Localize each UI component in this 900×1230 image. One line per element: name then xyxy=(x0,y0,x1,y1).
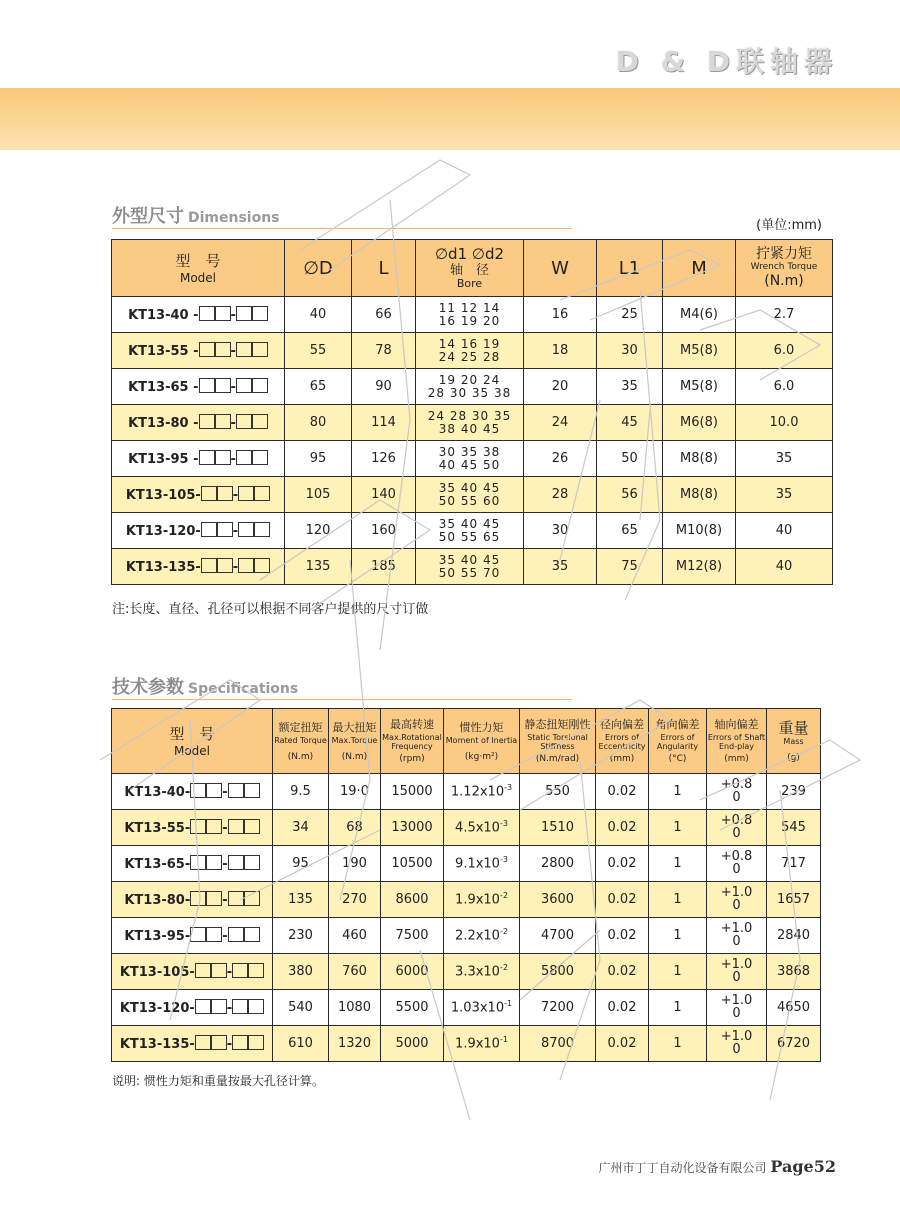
dim-model-cell: KT13-55 - - xyxy=(112,333,285,369)
model-option-box xyxy=(238,558,254,573)
dim-bore-cell: 35 40 45 50 55 65 xyxy=(416,513,524,549)
dimensions-row xyxy=(112,549,833,585)
dim-l-cell: 114 xyxy=(352,405,416,441)
spec-speed-cell: 5500 xyxy=(381,990,444,1026)
model-option-box xyxy=(199,306,215,321)
model-option-box xyxy=(252,414,268,429)
spec-rated-cell: 34 xyxy=(273,810,329,846)
dim-torque-cell: 40 xyxy=(736,549,833,585)
model-option-box xyxy=(254,486,270,501)
dim-model-cell: KT13-135- - xyxy=(112,549,285,585)
spec-mass-cell: 3868 xyxy=(767,954,821,990)
dim-bore-cell: 19 20 24 28 30 35 38 xyxy=(416,369,524,405)
model-option-box xyxy=(215,342,231,357)
model-option-box xyxy=(238,522,254,537)
dim-m-cell: M8(8) xyxy=(663,441,736,477)
model-option-box xyxy=(236,342,252,357)
spec-rated-cell: 135 xyxy=(273,882,329,918)
spec-header-eccentricity: 径向偏差 Errors of Eccentricity (mm) xyxy=(596,709,649,774)
spec-angularity-cell: 1 xyxy=(649,1026,707,1062)
spec-rated-cell: 540 xyxy=(273,990,329,1026)
model-option-box xyxy=(244,855,260,870)
dim-w-cell: 16 xyxy=(524,297,597,333)
spec-rated-cell: 95 xyxy=(273,846,329,882)
model-option-box xyxy=(217,486,233,501)
spec-endplay-cell: +0.8 0 xyxy=(707,846,767,882)
specifications-row xyxy=(112,846,821,882)
dim-bore-cell: 24 28 30 35 38 40 45 xyxy=(416,405,524,441)
model-option-box xyxy=(252,306,268,321)
model-option-box xyxy=(199,414,215,429)
dim-d-cell: 55 xyxy=(285,333,352,369)
spec-eccentricity-cell: 0.02 xyxy=(596,846,649,882)
spec-stiffness-cell: 1510 xyxy=(520,810,596,846)
brand-title: D & D联轴器 xyxy=(615,45,838,78)
model-option-box xyxy=(248,1035,264,1050)
spec-speed-cell: 8600 xyxy=(381,882,444,918)
model-option-box xyxy=(195,963,211,978)
spec-header-rated: 额定扭矩 Rated Torque (N.m) xyxy=(273,709,329,774)
model-option-box xyxy=(206,855,222,870)
spec-inertia-cell: $1.03x10^{-1}$ xyxy=(444,990,520,1026)
footer-company: 广州市丁丁自动化设备有限公司 xyxy=(598,1161,767,1175)
spec-model-cell: KT13-55- - xyxy=(112,810,273,846)
spec-eccentricity-cell: 0.02 xyxy=(596,810,649,846)
spec-endplay-cell: +1.0 0 xyxy=(707,990,767,1026)
model-option-box xyxy=(190,783,206,798)
model-option-box xyxy=(190,927,206,942)
dim-model-cell: KT13-95 - - xyxy=(112,441,285,477)
spec-eccentricity-cell: 0.02 xyxy=(596,990,649,1026)
spec-speed-cell: 10500 xyxy=(381,846,444,882)
model-option-box xyxy=(201,522,217,537)
model-option-box xyxy=(217,558,233,573)
dimensions-row xyxy=(112,297,833,333)
page-footer xyxy=(599,1157,836,1176)
specifications-title-cn: 技术参数 xyxy=(112,677,184,698)
dim-header-torque-en: Wrench Torque xyxy=(750,262,818,272)
dim-l-cell: 140 xyxy=(352,477,416,513)
model-option-box xyxy=(236,414,252,429)
specifications-row xyxy=(112,954,821,990)
spec-model-cell: KT13-80- - xyxy=(112,882,273,918)
dim-bore-cell: 35 40 45 50 55 60 xyxy=(416,477,524,513)
dim-w-cell: 24 xyxy=(524,405,597,441)
dimensions-unit: (单位:mm) xyxy=(756,218,822,233)
dim-l1-cell: 30 xyxy=(597,333,663,369)
dim-m-cell: M10(8) xyxy=(663,513,736,549)
spec-header-inertia: 惯性力矩 Moment of Inertia (kg·m²) xyxy=(444,709,520,774)
spec-stiffness-cell: 7200 xyxy=(520,990,596,1026)
spec-speed-cell: 13000 xyxy=(381,810,444,846)
dim-bore-cell: 30 35 38 40 45 50 xyxy=(416,441,524,477)
dim-model-cell: KT13-65 - - xyxy=(112,369,285,405)
dim-torque-cell: 35 xyxy=(736,477,833,513)
spec-header-stiffness: 静态扭矩刚性 Static Torsional Stiffness (N.m/rad) xyxy=(520,709,596,774)
spec-max-cell: 760 xyxy=(329,954,381,990)
spec-rated-cell: 380 xyxy=(273,954,329,990)
spec-mass-cell: 1657 xyxy=(767,882,821,918)
dim-l-cell: 185 xyxy=(352,549,416,585)
dim-l1-cell: 25 xyxy=(597,297,663,333)
dim-d-cell: 105 xyxy=(285,477,352,513)
dim-l1-cell: 35 xyxy=(597,369,663,405)
model-option-box xyxy=(228,891,244,906)
spec-inertia-cell: $2.2x10^{-2}$ xyxy=(444,918,520,954)
dim-d-cell: 80 xyxy=(285,405,352,441)
spec-angularity-cell: 1 xyxy=(649,882,707,918)
dimensions-row xyxy=(112,405,833,441)
dimensions-table xyxy=(111,239,833,585)
dimensions-section-title xyxy=(112,202,572,229)
dimensions-row xyxy=(112,441,833,477)
dim-header-model xyxy=(112,240,285,297)
dim-header-torque xyxy=(736,240,833,297)
spec-eccentricity-cell: 0.02 xyxy=(596,1026,649,1062)
spec-model-cell: KT13-40- - xyxy=(112,774,273,810)
spec-speed-cell: 15000 xyxy=(381,774,444,810)
model-option-box xyxy=(215,414,231,429)
dim-bore-cell: 11 12 14 16 19 20 xyxy=(416,297,524,333)
spec-mass-cell: 239 xyxy=(767,774,821,810)
spec-max-cell: 190 xyxy=(329,846,381,882)
model-option-box xyxy=(215,378,231,393)
dimensions-row xyxy=(112,513,833,549)
spec-endplay-cell: +1.0 0 xyxy=(707,918,767,954)
dimensions-row xyxy=(112,477,833,513)
dim-l-cell: 126 xyxy=(352,441,416,477)
spec-eccentricity-cell: 0.02 xyxy=(596,918,649,954)
spec-mass-cell: 2840 xyxy=(767,918,821,954)
spec-inertia-cell: $1.9x10^{-2}$ xyxy=(444,882,520,918)
model-option-box xyxy=(195,1035,211,1050)
dimensions-title-en: Dimensions xyxy=(188,210,280,226)
dim-w-cell: 26 xyxy=(524,441,597,477)
spec-endplay-cell: +1.0 0 xyxy=(707,1026,767,1062)
dim-header-w: W xyxy=(524,240,597,297)
specifications-row xyxy=(112,810,821,846)
dimensions-header-row xyxy=(112,240,833,297)
spec-model-cell: KT13-95- - xyxy=(112,918,273,954)
model-option-box xyxy=(244,927,260,942)
model-option-box xyxy=(215,306,231,321)
dim-m-cell: M8(8) xyxy=(663,477,736,513)
dim-header-l: L xyxy=(352,240,416,297)
dim-w-cell: 28 xyxy=(524,477,597,513)
spec-header-model: 型 号 Model xyxy=(112,709,273,774)
dim-header-l1: L1 xyxy=(597,240,663,297)
model-option-box xyxy=(244,891,260,906)
dim-model-cell: KT13-40 - - xyxy=(112,297,285,333)
model-option-box xyxy=(206,927,222,942)
spec-eccentricity-cell: 0.02 xyxy=(596,774,649,810)
model-option-box xyxy=(206,783,222,798)
spec-mass-cell: 4650 xyxy=(767,990,821,1026)
dim-header-bore-en: Bore xyxy=(456,277,483,290)
spec-max-cell: 270 xyxy=(329,882,381,918)
spec-rated-cell: 610 xyxy=(273,1026,329,1062)
model-option-box xyxy=(228,855,244,870)
model-option-box xyxy=(252,378,268,393)
model-option-box xyxy=(206,891,222,906)
spec-max-cell: 68 xyxy=(329,810,381,846)
spec-max-cell: 1320 xyxy=(329,1026,381,1062)
model-option-box xyxy=(211,963,227,978)
spec-stiffness-cell: 2800 xyxy=(520,846,596,882)
spec-max-cell: 460 xyxy=(329,918,381,954)
dim-torque-cell: 40 xyxy=(736,513,833,549)
spec-stiffness-cell: 3600 xyxy=(520,882,596,918)
dim-l1-cell: 50 xyxy=(597,441,663,477)
header-band xyxy=(0,88,900,150)
spec-eccentricity-cell: 0.02 xyxy=(596,882,649,918)
dim-w-cell: 20 xyxy=(524,369,597,405)
dim-l1-cell: 65 xyxy=(597,513,663,549)
model-option-box xyxy=(236,450,252,465)
footer-page-number: Page52 xyxy=(770,1157,836,1176)
dim-l-cell: 90 xyxy=(352,369,416,405)
spec-endplay-cell: +0.8 0 xyxy=(707,810,767,846)
dim-bore-cell: 35 40 45 50 55 70 xyxy=(416,549,524,585)
spec-inertia-cell: $1.9x10^{-1}$ xyxy=(444,1026,520,1062)
dim-l-cell: 78 xyxy=(352,333,416,369)
dim-torque-cell: 2.7 xyxy=(736,297,833,333)
spec-max-cell: 1080 xyxy=(329,990,381,1026)
model-option-box xyxy=(238,486,254,501)
dim-d-cell: 135 xyxy=(285,549,352,585)
spec-header-speed: 最高转速 Max.Rotational Frequency (rpm) xyxy=(381,709,444,774)
dim-torque-cell: 6.0 xyxy=(736,369,833,405)
spec-stiffness-cell: 8700 xyxy=(520,1026,596,1062)
dimensions-title-cn: 外型尺寸 xyxy=(112,206,184,227)
dim-header-torque-unit: (N.m) xyxy=(764,273,804,289)
spec-inertia-cell: $4.5x10^{-3}$ xyxy=(444,810,520,846)
model-option-box xyxy=(199,342,215,357)
dim-header-model-cn: 型 号 xyxy=(175,252,221,270)
spec-header-mass: 重量 Mass (g) xyxy=(767,709,821,774)
spec-endplay-cell: +1.0 0 xyxy=(707,882,767,918)
model-option-box xyxy=(228,783,244,798)
dim-header-m: M xyxy=(663,240,736,297)
dim-l1-cell: 75 xyxy=(597,549,663,585)
spec-angularity-cell: 1 xyxy=(649,990,707,1026)
spec-header-endplay: 轴向偏差 Errors of Shaft End-play (mm) xyxy=(707,709,767,774)
spec-model-cell: KT13-65- - xyxy=(112,846,273,882)
dim-header-bore xyxy=(416,240,524,297)
spec-max-cell: 19·0 xyxy=(329,774,381,810)
specifications-row xyxy=(112,1026,821,1062)
model-option-box xyxy=(232,963,248,978)
dim-d-cell: 120 xyxy=(285,513,352,549)
dim-header-torque-cn: 拧紧力矩 xyxy=(756,246,812,262)
dimensions-note: 注:长度、直径、孔径可以根据不同客户提供的尺寸订做 xyxy=(112,602,429,617)
dim-m-cell: M5(8) xyxy=(663,333,736,369)
model-option-box xyxy=(228,927,244,942)
spec-inertia-cell: $1.12x10^{-3}$ xyxy=(444,774,520,810)
model-option-box xyxy=(217,522,233,537)
spec-mass-cell: 545 xyxy=(767,810,821,846)
dim-d-cell: 65 xyxy=(285,369,352,405)
spec-angularity-cell: 1 xyxy=(649,810,707,846)
dim-header-bore-cn: 轴 径 xyxy=(449,263,489,278)
model-option-box xyxy=(201,486,217,501)
model-option-box xyxy=(232,1035,248,1050)
model-option-box xyxy=(211,1035,227,1050)
model-option-box xyxy=(254,522,270,537)
model-option-box xyxy=(248,963,264,978)
model-option-box xyxy=(215,450,231,465)
spec-angularity-cell: 1 xyxy=(649,774,707,810)
model-option-box xyxy=(244,819,260,834)
spec-endplay-cell: +0.8 0 xyxy=(707,774,767,810)
dim-torque-cell: 6.0 xyxy=(736,333,833,369)
specifications-row xyxy=(112,918,821,954)
spec-mass-cell: 717 xyxy=(767,846,821,882)
model-option-box xyxy=(228,819,244,834)
dim-torque-cell: 10.0 xyxy=(736,405,833,441)
spec-model-cell: KT13-120- - xyxy=(112,990,273,1026)
model-option-box xyxy=(190,855,206,870)
spec-angularity-cell: 1 xyxy=(649,918,707,954)
model-option-box xyxy=(252,342,268,357)
spec-stiffness-cell: 550 xyxy=(520,774,596,810)
dim-w-cell: 30 xyxy=(524,513,597,549)
dim-header-bore-sym: ∅d1 ∅d2 xyxy=(434,245,505,263)
model-option-box xyxy=(199,450,215,465)
spec-speed-cell: 7500 xyxy=(381,918,444,954)
model-option-box xyxy=(252,450,268,465)
dim-bore-cell: 14 16 19 24 25 28 xyxy=(416,333,524,369)
spec-header-max: 最大扭矩 Max.Torque (N.m) xyxy=(329,709,381,774)
dimensions-row xyxy=(112,333,833,369)
spec-rated-cell: 230 xyxy=(273,918,329,954)
model-option-box xyxy=(236,306,252,321)
dim-model-cell: KT13-80 - - xyxy=(112,405,285,441)
spec-eccentricity-cell: 0.02 xyxy=(596,954,649,990)
spec-stiffness-cell: 5800 xyxy=(520,954,596,990)
dim-header-d: ∅D xyxy=(285,240,352,297)
model-option-box xyxy=(232,999,248,1014)
spec-inertia-cell: $9.1x10^{-3}$ xyxy=(444,846,520,882)
model-option-box xyxy=(201,558,217,573)
model-option-box xyxy=(190,891,206,906)
dim-torque-cell: 35 xyxy=(736,441,833,477)
dim-d-cell: 40 xyxy=(285,297,352,333)
spec-speed-cell: 6000 xyxy=(381,954,444,990)
specifications-title-en: Specifications xyxy=(188,681,299,697)
dimensions-row xyxy=(112,369,833,405)
dim-w-cell: 35 xyxy=(524,549,597,585)
dim-model-cell: KT13-105- - xyxy=(112,477,285,513)
model-option-box xyxy=(244,783,260,798)
specifications-table xyxy=(111,708,821,1062)
spec-model-cell: KT13-135- - xyxy=(112,1026,273,1062)
dim-l1-cell: 56 xyxy=(597,477,663,513)
model-option-box xyxy=(211,999,227,1014)
spec-angularity-cell: 1 xyxy=(649,954,707,990)
spec-model-cell: KT13-105- - xyxy=(112,954,273,990)
dim-model-cell: KT13-120- - xyxy=(112,513,285,549)
spec-inertia-cell: $3.3x10^{-2}$ xyxy=(444,954,520,990)
dim-l1-cell: 45 xyxy=(597,405,663,441)
spec-mass-cell: 6720 xyxy=(767,1026,821,1062)
model-option-box xyxy=(254,558,270,573)
spec-angularity-cell: 1 xyxy=(649,846,707,882)
spec-endplay-cell: +1.0 0 xyxy=(707,954,767,990)
specifications-note: 说明: 惯性力矩和重量按最大孔径计算。 xyxy=(112,1074,324,1088)
dim-m-cell: M5(8) xyxy=(663,369,736,405)
specifications-header-row xyxy=(112,709,821,774)
specifications-row xyxy=(112,774,821,810)
dim-m-cell: M12(8) xyxy=(663,549,736,585)
spec-speed-cell: 5000 xyxy=(381,1026,444,1062)
spec-rated-cell: 9.5 xyxy=(273,774,329,810)
specifications-row xyxy=(112,990,821,1026)
dim-d-cell: 95 xyxy=(285,441,352,477)
model-option-box xyxy=(248,999,264,1014)
dim-header-model-en: Model xyxy=(179,271,217,285)
dim-w-cell: 18 xyxy=(524,333,597,369)
dim-l-cell: 160 xyxy=(352,513,416,549)
spec-stiffness-cell: 4700 xyxy=(520,918,596,954)
dim-m-cell: M6(8) xyxy=(663,405,736,441)
model-option-box xyxy=(236,378,252,393)
dim-l-cell: 66 xyxy=(352,297,416,333)
model-option-box xyxy=(206,819,222,834)
specifications-row xyxy=(112,882,821,918)
model-option-box xyxy=(195,999,211,1014)
dim-m-cell: M4(6) xyxy=(663,297,736,333)
specifications-section-title xyxy=(112,673,572,700)
model-option-box xyxy=(190,819,206,834)
model-option-box xyxy=(199,378,215,393)
spec-header-angularity: 角向偏差 Errors of Angularity (°C) xyxy=(649,709,707,774)
